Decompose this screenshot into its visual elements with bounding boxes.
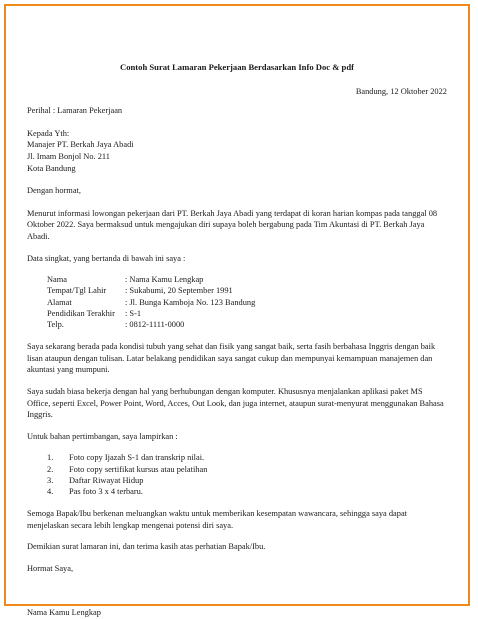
detail-row xyxy=(47,285,255,296)
list-text: Foto copy Ijazah S-1 dan transkrip nilai. xyxy=(69,453,205,463)
detail-label: Tempat/Tgl Lahir xyxy=(47,286,107,296)
detail-label: Pendidikan Terakhir xyxy=(47,308,115,318)
recipient-line: Kota Bandung xyxy=(27,163,76,173)
recipient-line: Manajer PT. Berkah Jaya Abadi xyxy=(27,140,134,150)
detail-value: : Nama Kamu Lengkap xyxy=(125,275,204,285)
signature-name: Nama Kamu Lengkap xyxy=(27,608,101,618)
list-number: 4. xyxy=(47,486,54,496)
detail-label: Alamat xyxy=(47,297,72,307)
detail-value: : S-1 xyxy=(125,308,142,318)
detail-row xyxy=(47,274,255,285)
list-text: Pas foto 3 x 4 terbaru. xyxy=(69,486,143,496)
hope-paragraph: Semoga Bapak/Ibu berkenan meluangkan waktu untuk memberikan kesempatan wawancara, sehingga saya dapat menjelaskan secara lebih lengkap mengenai potensi diri saya. xyxy=(27,509,407,530)
applicant-details xyxy=(47,274,255,330)
list-item xyxy=(47,464,447,475)
recipient-line: Jl. Imam Bonjol No. 211 xyxy=(27,151,110,161)
list-item xyxy=(47,475,447,486)
list-text: Daftar Riwayat Hidup xyxy=(69,475,144,485)
list-item xyxy=(47,486,447,497)
list-text: Foto copy sertifikat kursus atau pelatihan xyxy=(69,464,208,474)
detail-value: : Sukabumi, 20 September 1991 xyxy=(125,286,233,296)
detail-label: Nama xyxy=(47,275,67,285)
detail-value: : Jl. Bunga Kamboja No. 123 Bandung xyxy=(125,297,256,307)
list-number: 2. xyxy=(47,464,54,474)
letter-title: Contoh Surat Lamaran Pekerjaan Berdasarkan Info Doc & pdf xyxy=(120,62,354,72)
closing: Hormat Saya, xyxy=(27,563,74,573)
computer-paragraph: Saya sudah biasa bekerja dengan hal yang berhubungan dengan komputer. Khususnya menjalankan aplikasi paket MS Office, seperti Excel, Power Point, Word, Acces, Out Look, dan juga internet, ataupun surat-menyurat menggunakan Bahasa Inggris. xyxy=(27,386,444,420)
detail-value: : 0812-1111-0000 xyxy=(125,319,185,329)
recipient-line: Kepada Yth: xyxy=(27,128,70,138)
letter-date: Bandung, 12 Oktober 2022 xyxy=(355,86,447,96)
document-frame xyxy=(4,4,470,618)
data-intro: Data singkat, yang bertanda di bawah ini saya : xyxy=(27,253,186,263)
thanks-paragraph: Demikian surat lamaran ini, dan terima kasih atas perhatian Bapak/Ibu. xyxy=(27,542,266,552)
detail-label: Telp. xyxy=(47,319,64,329)
letter-subject: Perihal : Lamaran Pekerjaan xyxy=(27,106,123,116)
attachments-list xyxy=(27,452,447,497)
detail-row xyxy=(47,297,255,308)
attachments-intro: Untuk bahan pertimbangan, saya lampirkan : xyxy=(27,431,178,441)
list-item xyxy=(47,452,447,463)
letter-body xyxy=(27,62,447,619)
detail-row xyxy=(47,308,255,319)
health-paragraph: Saya sekarang berada pada kondisi tubuh yang sehat dan fisik yang sangat baik, serta fasih berbahasa Inggris dengan baik lisan ataupun dengan tulisan. Latar belakang pendidikan saya sangat cukup dan mempunyai kemampuan manajemen dan akuntasi yang mumpuni. xyxy=(27,342,436,375)
detail-row xyxy=(47,319,255,330)
list-number: 1. xyxy=(47,453,54,463)
list-number: 3. xyxy=(47,475,54,485)
recipient-block xyxy=(27,128,447,174)
intro-paragraph: Menurut informasi lowongan pekerjaan dari PT. Berkah Jaya Abadi yang terdapat di koran harian kompas pada tanggal 08 Oktober 2022. Saya bermaksud untuk mengajukan diri supaya boleh bergabung pada Tim Akuntasi di PT. Berkah Jaya Abadi. xyxy=(27,208,438,241)
greeting: Dengan hormat, xyxy=(27,186,81,196)
